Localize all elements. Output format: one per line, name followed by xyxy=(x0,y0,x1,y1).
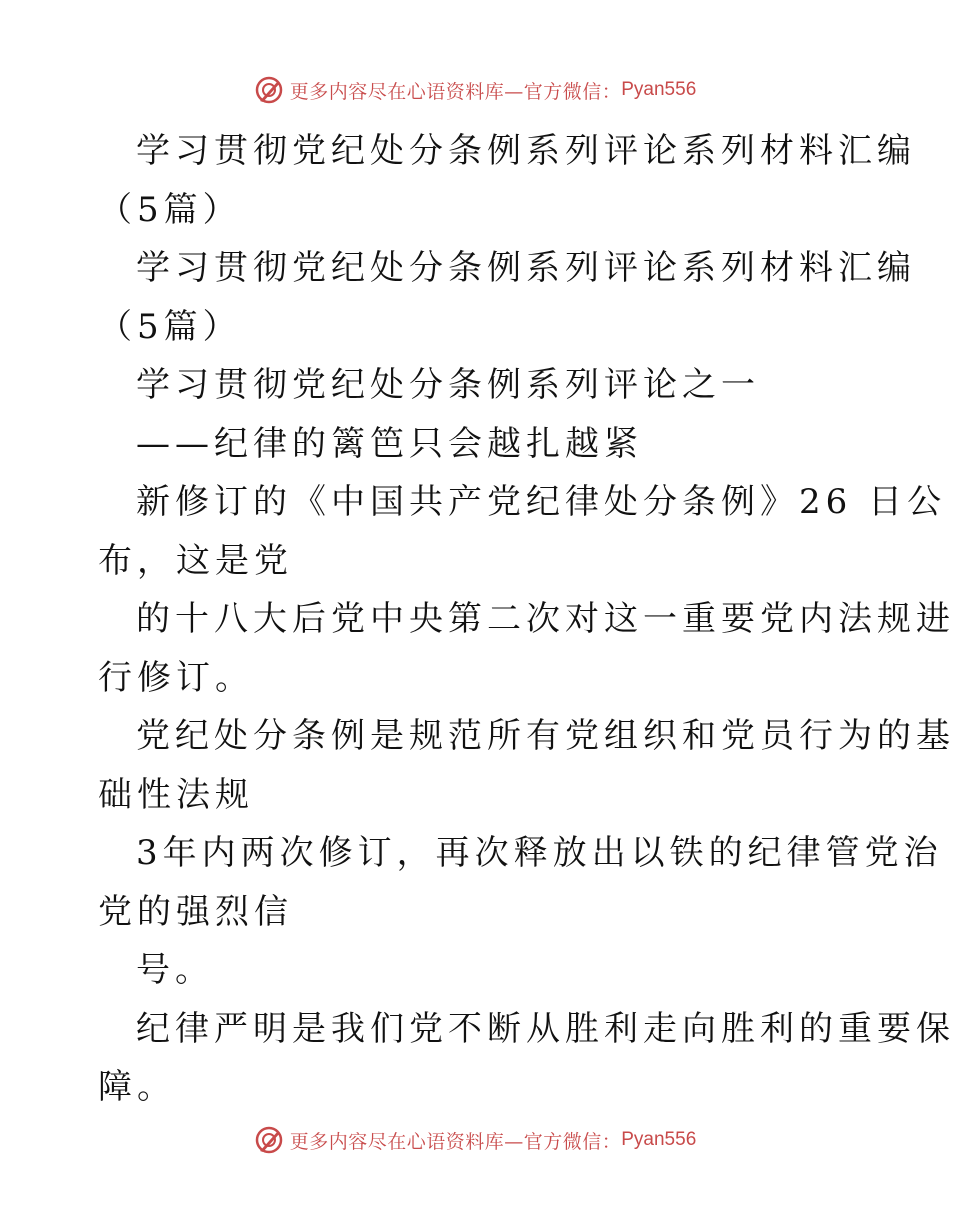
footer-banner xyxy=(0,1120,950,1160)
paragraph-line: 党的强烈信 xyxy=(98,891,293,932)
pen-logo-icon xyxy=(254,1125,284,1155)
header-banner xyxy=(0,70,950,110)
footer-site-text: 更多内容尽在心语资料库—官方微信： xyxy=(289,1130,622,1153)
paragraph-line: 障。 xyxy=(98,1067,176,1107)
pen-logo-icon xyxy=(254,75,284,105)
doc-title-line: 学习贯彻党纪处分条例系列评论系列材料汇编 xyxy=(136,131,916,171)
paragraph-line: 3年内两次修订，再次释放出以铁的纪律管党治 xyxy=(136,833,943,873)
footer-wechat-id: Pyan556 xyxy=(621,1129,697,1150)
paragraph-line: 号。 xyxy=(136,950,214,990)
paragraph-line: 础性法规 xyxy=(98,774,254,815)
doc-title-count: （5篇） xyxy=(98,189,242,230)
doc-subtitle-count: （5篇） xyxy=(98,306,242,347)
paragraph-line: 行修订。 xyxy=(98,657,254,698)
document-body xyxy=(98,122,955,1117)
paragraph-line: 布，这是党 xyxy=(98,540,293,581)
paragraph-line: 党纪处分条例是规范所有党组织和党员行为的基 xyxy=(136,716,955,756)
paragraph-line: 纪律严明是我们党不断从胜利走向胜利的重要保 xyxy=(136,1008,955,1049)
doc-subtitle-line: 学习贯彻党纪处分条例系列评论系列材料汇编 xyxy=(136,248,916,288)
header-wechat-id: Pyan556 xyxy=(621,79,697,100)
header-site-text: 更多内容尽在心语资料库—官方微信： xyxy=(289,80,622,103)
section-heading: 学习贯彻党纪处分条例系列评论之一 xyxy=(136,365,760,405)
paragraph-line: 的十八大后党中央第二次对这一重要党内法规进 xyxy=(136,599,955,639)
section-subheading: ——纪律的篱笆只会越扎越紧 xyxy=(136,423,643,464)
paragraph-line: 新修订的《中国共产党纪律处分条例》26 日公 xyxy=(136,482,947,522)
